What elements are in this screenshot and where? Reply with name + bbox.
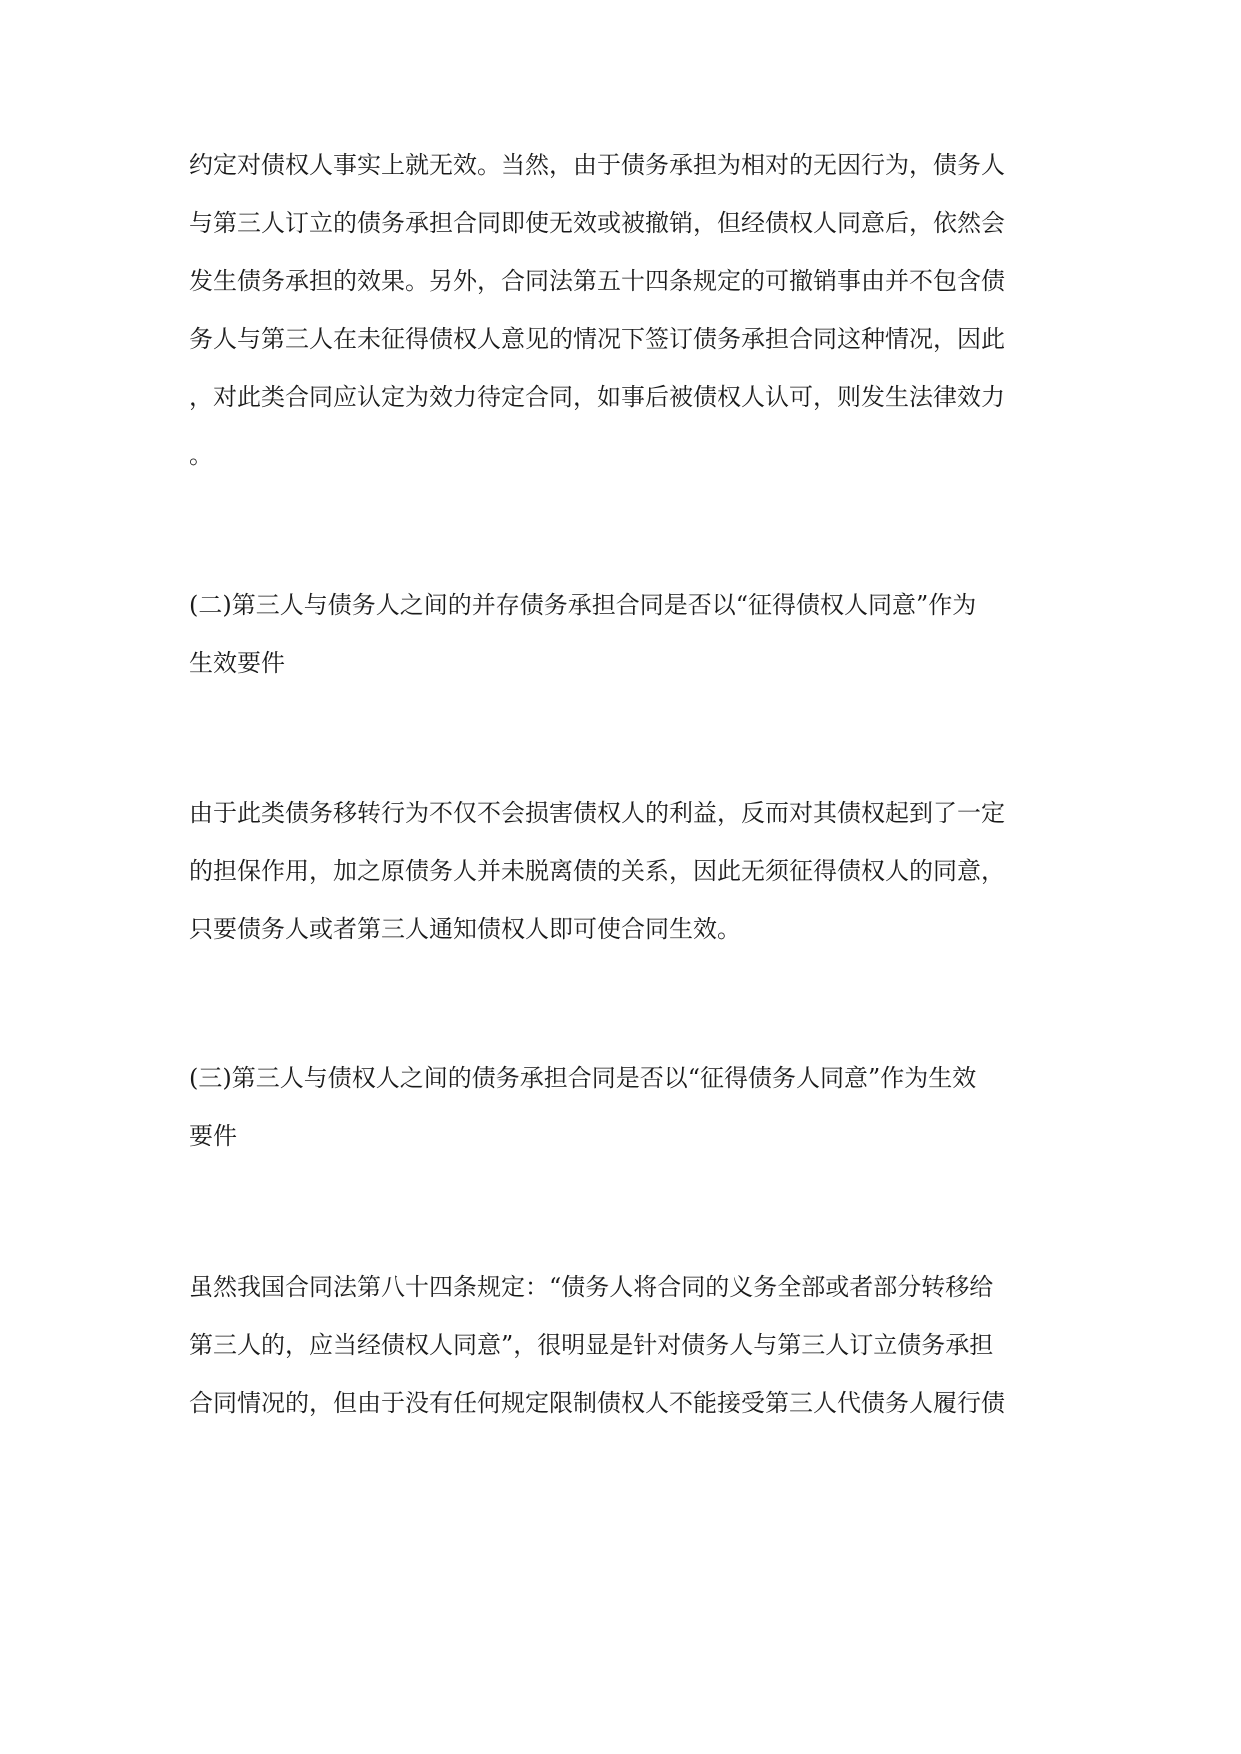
text-line: 的担保作用，加之原债务人并未脱离债的关系，因此无须征得债权人的同意， bbox=[189, 857, 1005, 885]
text-line: 虽然我国合同法第八十四条规定：“债务人将合同的义务全部或者部分转移给 bbox=[189, 1273, 994, 1301]
text-line: ，对此类合同应认定为效力待定合同，如事后被债权人认可，则发生法律效力 bbox=[189, 383, 1005, 411]
text-line: 合同情况的，但由于没有任何规定限制债权人不能接受第三人代债务人履行债 bbox=[189, 1389, 1005, 1417]
section-heading-line: (三)第三人与债权人之间的债务承担合同是否以“征得债务人同意”作为生效 bbox=[189, 1064, 977, 1092]
section-heading-line: 生效要件 bbox=[189, 649, 285, 677]
text-line: 与第三人订立的债务承担合同即使无效或被撤销，但经债权人同意后，依然会 bbox=[189, 209, 1005, 237]
text-line: 务人与第三人在未征得债权人意见的情况下签订债务承担合同这种情况，因此 bbox=[189, 325, 1005, 353]
text-line: 约定对债权人事实上就无效。当然，由于债务承担为相对的无因行为，债务人 bbox=[189, 151, 1005, 179]
text-line: 发生债务承担的效果。另外，合同法第五十四条规定的可撤销事由并不包含债 bbox=[189, 267, 1005, 295]
text-line: 第三人的，应当经债权人同意”，很明显是针对债务人与第三人订立债务承担 bbox=[189, 1331, 994, 1359]
text-line: 。 bbox=[189, 441, 213, 469]
section-heading-line: (二)第三人与债务人之间的并存债务承担合同是否以“征得债权人同意”作为 bbox=[189, 591, 977, 619]
text-line: 由于此类债务移转行为不仅不会损害债权人的利益，反而对其债权起到了一定 bbox=[189, 799, 1005, 827]
section-heading-line: 要件 bbox=[189, 1122, 237, 1150]
text-line: 只要债务人或者第三人通知债权人即可使合同生效。 bbox=[189, 915, 741, 943]
